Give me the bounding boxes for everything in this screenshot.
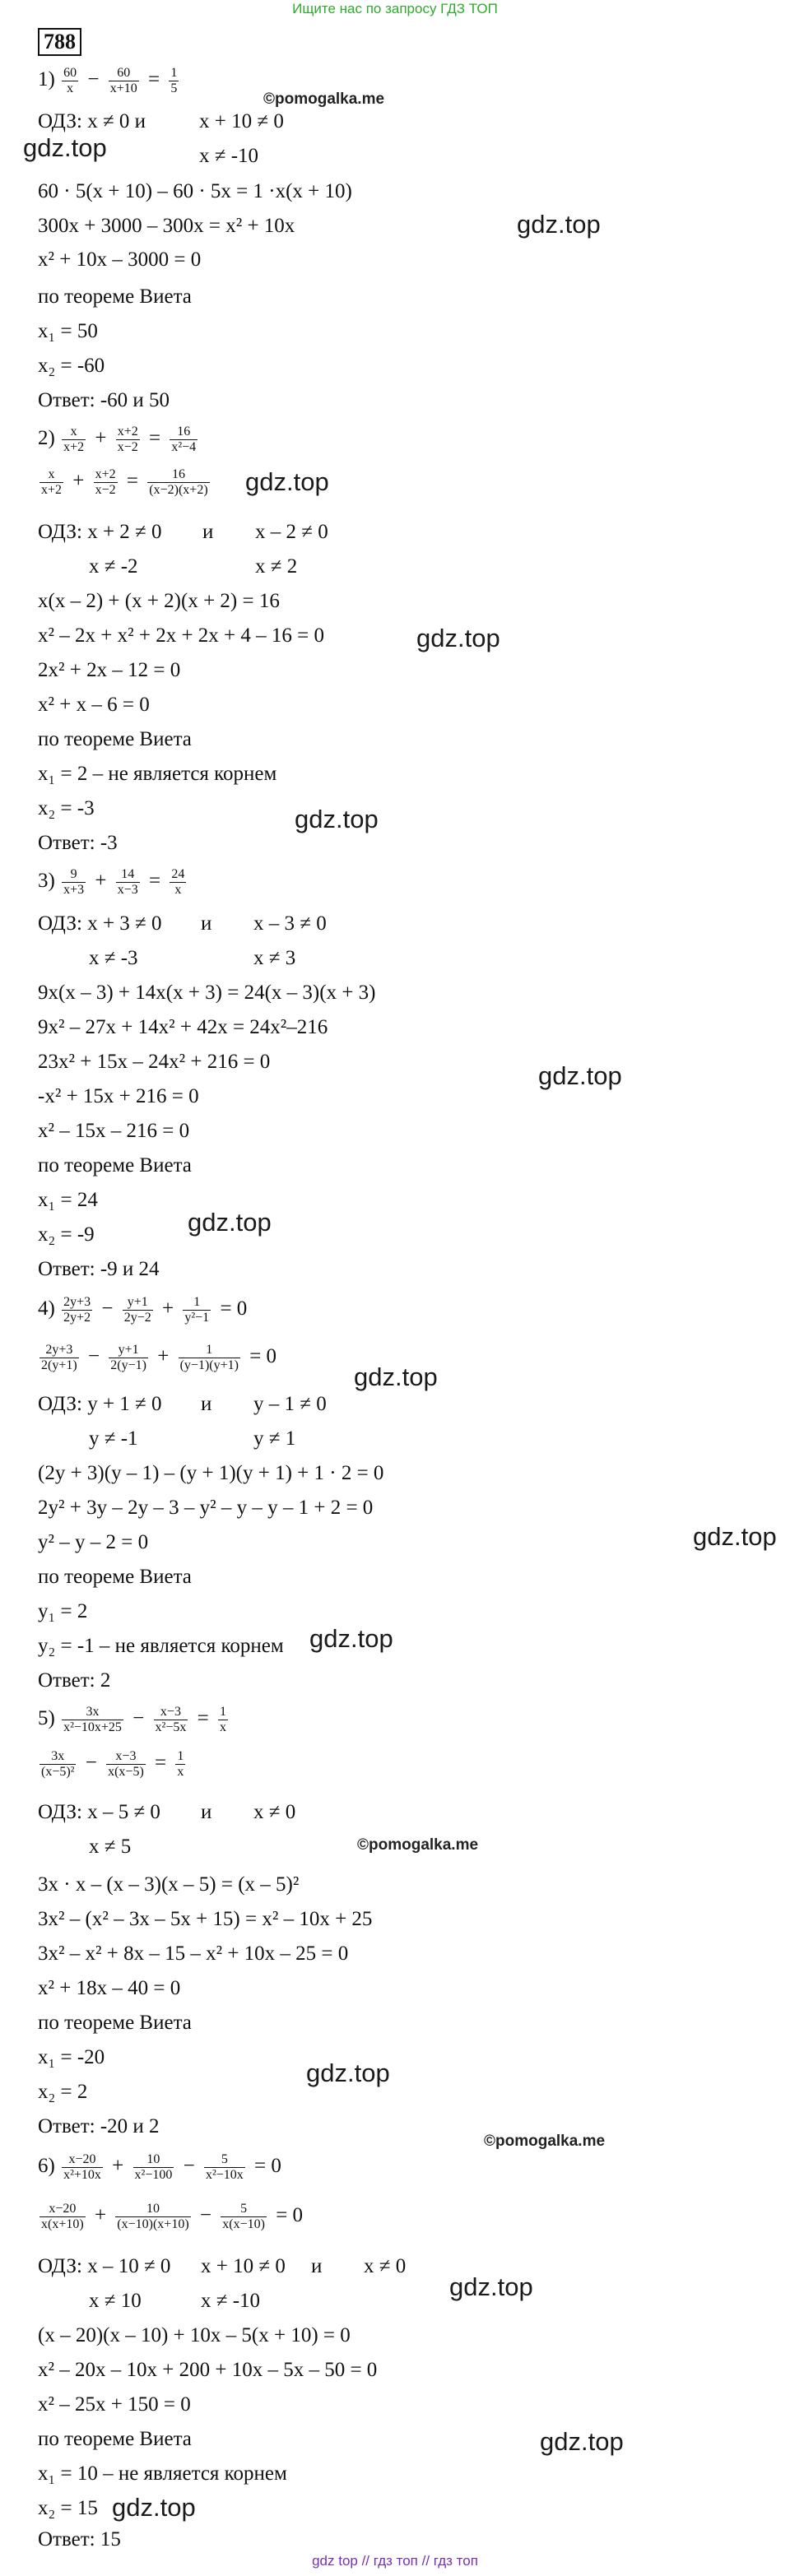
solution-line: x² – 2x + x² + 2x + 2x + 4 – 16 = 0 (38, 624, 324, 647)
odz-line: ОДЗ: x + 3 ≠ 0 (38, 912, 162, 935)
odz-line: x + 10 ≠ 0 (199, 110, 284, 132)
fraction: $\frac{1}{x}$ (177, 1749, 184, 1779)
odz-line: и (201, 1393, 212, 1415)
fraction: $\frac{9}{x+3}$ (63, 867, 85, 897)
gdz-watermark: gdz.top (693, 1522, 777, 1551)
solution-line: x₂ = -3 (38, 797, 95, 819)
answer-line: Ответ: -20 и 2 (38, 2115, 160, 2137)
odz-line: x ≠ -10 (201, 2290, 261, 2312)
part-label: 1) (38, 68, 55, 91)
gdz-watermark: gdz.top (538, 1061, 622, 1090)
fraction: $\frac{1}{(y-1)(y+1)}$ (179, 1343, 239, 1372)
odz-line: y – 1 ≠ 0 (253, 1393, 327, 1415)
odz-line: x + 10 ≠ 0 (201, 2255, 286, 2277)
answer-line: Ответ: 2 (38, 1669, 111, 1692)
solution-line: y₂ = -1 – не является корнем (38, 1635, 284, 1657)
odz-line: x ≠ -10 (199, 145, 259, 167)
odz-line: x – 2 ≠ 0 (255, 521, 328, 543)
solution-line: 23x² + 15x – 24x² + 216 = 0 (38, 1051, 271, 1073)
equation-2: 2) $\frac{x}{x+2}$ + $\frac{x+2}{x-2}$ = $\frac{16}{\text{x²−4}}$ (38, 425, 197, 454)
fraction: $\frac{10}{\text{x²−100}}$ (134, 2152, 173, 2182)
pomogalka-watermark: ©pomogalka.me (357, 1836, 479, 1854)
problem-number: 788 (38, 28, 81, 56)
solution-line: x² – 20x – 10x + 200 + 10x – 5x – 50 = 0 (38, 2359, 378, 2381)
equation-1: 1) $\frac{60}{x}$ − $\frac{60}{x+10}$ = $\frac{1}{5}$ (38, 66, 178, 95)
fraction: $\frac{2y+3}{2y+2}$ (63, 1295, 91, 1325)
equation-6b: $\frac{x-20}{x(x+10)}$ + $\frac{10}{(x-10)(x+10)}$ − $\frac{5}{x(x-10)}$ = 0 (41, 2202, 304, 2231)
odz-line: x ≠ -2 (89, 555, 138, 578)
solution-line: x₁ = 2 – не является корнем (38, 763, 277, 785)
fraction: $\frac{1}{\text{y²−1}}$ (184, 1295, 210, 1325)
fraction: $\frac{1}{x}$ (219, 1705, 226, 1734)
solution-line: по теореме Виета (38, 2428, 192, 2450)
pomogalka-watermark: ©pomogalka.me (484, 2133, 606, 2150)
solution-line: 60 · 5(x + 10) – 60 · 5x = 1 ·x(x + 10) (38, 180, 352, 202)
fraction: $\frac{1}{5}$ (170, 66, 178, 95)
solution-line: x₁ = 24 (38, 1189, 98, 1211)
gdz-watermark: gdz.top (309, 1624, 393, 1653)
fraction: $\frac{3x}{\text{x²−10x+25}}$ (63, 1705, 122, 1734)
answer-line: Ответ: -9 и 24 (38, 1258, 160, 1280)
answer-line: Ответ: -60 и 50 (38, 389, 170, 411)
solution-line: 2x² + 2x – 12 = 0 (38, 659, 181, 681)
solution-line: x(x – 2) + (x + 2)(x + 2) = 16 (38, 590, 280, 612)
odz-line: x ≠ 3 (253, 947, 296, 969)
solution-line: (2y + 3)(y – 1) – (y + 1)(y + 1) + 1 · 2 = 0 (38, 1462, 384, 1484)
solution-line: (x – 20)(x – 10) + 10x – 5(x + 10) = 0 (38, 2324, 351, 2346)
solution-line: y² – y – 2 = 0 (38, 1531, 149, 1553)
answer-line: Ответ: -3 (38, 832, 118, 854)
fraction: $\frac{2y+3}{2(y+1)}$ (41, 1343, 77, 1372)
gdz-watermark: gdz.top (23, 133, 107, 162)
gdz-watermark: gdz.top (517, 210, 601, 239)
fraction: $\frac{60}{x}$ (63, 66, 77, 95)
gdz-watermark: gdz.top (540, 2427, 624, 2456)
solution-line: x₁ = -20 (38, 2046, 105, 2068)
fraction: $\frac{14}{x-3}$ (117, 867, 138, 897)
odz-line: и (201, 1801, 212, 1823)
solution-line: x₁ = 50 (38, 320, 98, 342)
gdz-watermark: gdz.top (295, 805, 379, 833)
solution-line: x² – 15x – 216 = 0 (38, 1120, 190, 1142)
solution-line: x² + 18x – 40 = 0 (38, 1977, 181, 1999)
gdz-watermark: gdz.top (416, 624, 500, 652)
odz-line: и (202, 521, 214, 543)
fraction: $\frac{3x}{\text{(x−5)²}}$ (41, 1749, 75, 1779)
fraction: $\frac{x+2}{x-2}$ (117, 425, 138, 454)
solution-line: x₂ = 2 (38, 2081, 88, 2103)
fraction: $\frac{5}{\text{x²−10x}}$ (205, 2152, 244, 2182)
solution-line: 2y² + 3y – 2y – 3 – y² – y – y – 1 + 2 = 0 (38, 1497, 374, 1519)
fraction: $\frac{x-3}{x(x-5)}$ (108, 1749, 144, 1779)
odz-line: ОДЗ: x – 10 ≠ 0 (38, 2255, 171, 2277)
fraction: $\frac{10}{(x-10)(x+10)}$ (117, 2202, 189, 2231)
solution-line: 3x² – x² + 8x – 15 – x² + 10x – 25 = 0 (38, 1942, 349, 1965)
fraction: $\frac{y+1}{2(y-1)}$ (110, 1343, 146, 1372)
solution-line: 3x · x – (x – 3)(x – 5) = (x – 5)² (38, 1873, 300, 1896)
answer-line: Ответ: 15 (38, 2528, 121, 2550)
solution-line: по теореме Виета (38, 285, 192, 308)
equation-3: 3) $\frac{9}{x+3}$ + $\frac{14}{x-3}$ = $\frac{24}{x}$ (38, 867, 185, 897)
solution-line: x₂ = -60 (38, 355, 105, 377)
equation-5b: $\frac{3x}{\text{(x−5)²}}$ − $\frac{x-3}{x(x-5)}$ = $\frac{1}{x}$ (41, 1749, 184, 1779)
equation-6: 6) $\frac{x-20}{\text{x²+10x}}$ + $\frac{10}{\text{x²−100}}$ − $\frac{5}{\text{x²−10x}}$ = 0 (38, 2152, 281, 2182)
solution-line: 9x(x – 3) + 14x(x + 3) = 24(x – 3)(x + 3) (38, 982, 376, 1004)
solution-line: y₁ = 2 (38, 1600, 88, 1622)
fraction: $\frac{5}{x(x-10)}$ (222, 2202, 265, 2231)
odz-line: ОДЗ: x ≠ 0 и (38, 110, 146, 132)
solution-line: x₂ = 15 (38, 2497, 98, 2519)
odz-line: y ≠ 1 (253, 1427, 296, 1450)
odz-line: x ≠ 2 (255, 555, 298, 578)
footer-links[interactable]: gdz top // гдз топ // гдз топ (312, 2553, 478, 2569)
gdz-watermark: gdz.top (306, 2058, 390, 2087)
equation-5: 5) $\frac{3x}{\text{x²−10x+25}}$ − $\frac{x-3}{\text{x²−5x}}$ = $\frac{1}{x}$ (38, 1705, 226, 1734)
solution-line: 3x² – (x² – 3x – 5x + 15) = x² – 10x + 25 (38, 1908, 373, 1930)
equation-2b: $\frac{x}{x+2}$ + $\frac{x+2}{x-2}$ = $\frac{16}{(x-2)(x+2)}$ (41, 467, 208, 497)
solution-line: -x² + 15x + 216 = 0 (38, 1085, 199, 1107)
solution-line: по теореме Виета (38, 1154, 192, 1177)
odz-line: ОДЗ: x – 5 ≠ 0 (38, 1801, 160, 1823)
solution-line: по теореме Виета (38, 728, 192, 750)
equation-4: 4) $\frac{2y+3}{2y+2}$ − $\frac{y+1}{2y-2}$ + $\frac{1}{\text{y²−1}}$ = 0 (38, 1295, 248, 1325)
gdz-watermark: gdz.top (188, 1208, 272, 1237)
solution-line: x₂ = -9 (38, 1223, 95, 1246)
gdz-watermark: gdz.top (245, 467, 329, 496)
odz-line: x ≠ -3 (89, 947, 138, 969)
solution-line: 9x² – 27x + 14x² + 42x = 24x²–216 (38, 1016, 328, 1038)
solution-line: x² + x – 6 = 0 (38, 694, 150, 716)
gdz-watermark: gdz.top (112, 2493, 196, 2522)
odz-line: x ≠ 0 (364, 2255, 407, 2277)
fraction: $\frac{60}{x+10}$ (109, 66, 137, 95)
solution-line: по теореме Виета (38, 1566, 192, 1588)
pomogalka-watermark: ©pomogalka.me (263, 91, 385, 108)
gdz-watermark: gdz.top (449, 2272, 533, 2301)
equation-4b: $\frac{2y+3}{2(y+1)}$ − $\frac{y+1}{2(y-1)}$ + $\frac{1}{(y-1)(y+1)}$ = 0 (41, 1343, 277, 1372)
fraction: $\frac{x-3}{\text{x²−5x}}$ (155, 1705, 187, 1734)
odz-line: ОДЗ: x + 2 ≠ 0 (38, 521, 162, 543)
fraction: $\frac{24}{x}$ (171, 867, 185, 897)
fraction: $\frac{16}{(x-2)(x+2)}$ (149, 467, 208, 497)
solution-line: x² + 10x – 3000 = 0 (38, 248, 202, 271)
top-banner[interactable]: Ищите нас по запросу ГДЗ ТОП (292, 1, 498, 16)
odz-line: ОДЗ: y + 1 ≠ 0 (38, 1393, 162, 1415)
fraction: $\frac{x-20}{x(x+10)}$ (41, 2202, 84, 2231)
odz-line: и (201, 912, 212, 935)
fraction: $\frac{y+1}{2y-2}$ (123, 1295, 151, 1325)
fraction: $\frac{x+2}{x-2}$ (95, 467, 116, 497)
solution-line: x₁ = 10 – не является корнем (38, 2462, 287, 2485)
solution-line: x² – 25x + 150 = 0 (38, 2393, 191, 2416)
odz-line: и (311, 2255, 323, 2277)
fraction: $\frac{16}{\text{x²−4}}$ (171, 425, 197, 454)
fraction: $\frac{x}{x+2}$ (41, 467, 63, 497)
odz-line: x ≠ 0 (253, 1801, 296, 1823)
solution-line: 300x + 3000 – 300x = x² + 10x (38, 215, 295, 237)
fraction: $\frac{x-20}{\text{x²+10x}}$ (63, 2152, 101, 2182)
odz-line: y ≠ -1 (89, 1427, 138, 1450)
gdz-watermark: gdz.top (354, 1362, 438, 1391)
fraction: $\frac{x}{x+2}$ (63, 425, 85, 454)
odz-line: x – 3 ≠ 0 (253, 912, 327, 935)
solution-line: по теореме Виета (38, 2012, 192, 2034)
odz-line: x ≠ 10 (89, 2290, 142, 2312)
odz-line: x ≠ 5 (89, 1836, 132, 1858)
